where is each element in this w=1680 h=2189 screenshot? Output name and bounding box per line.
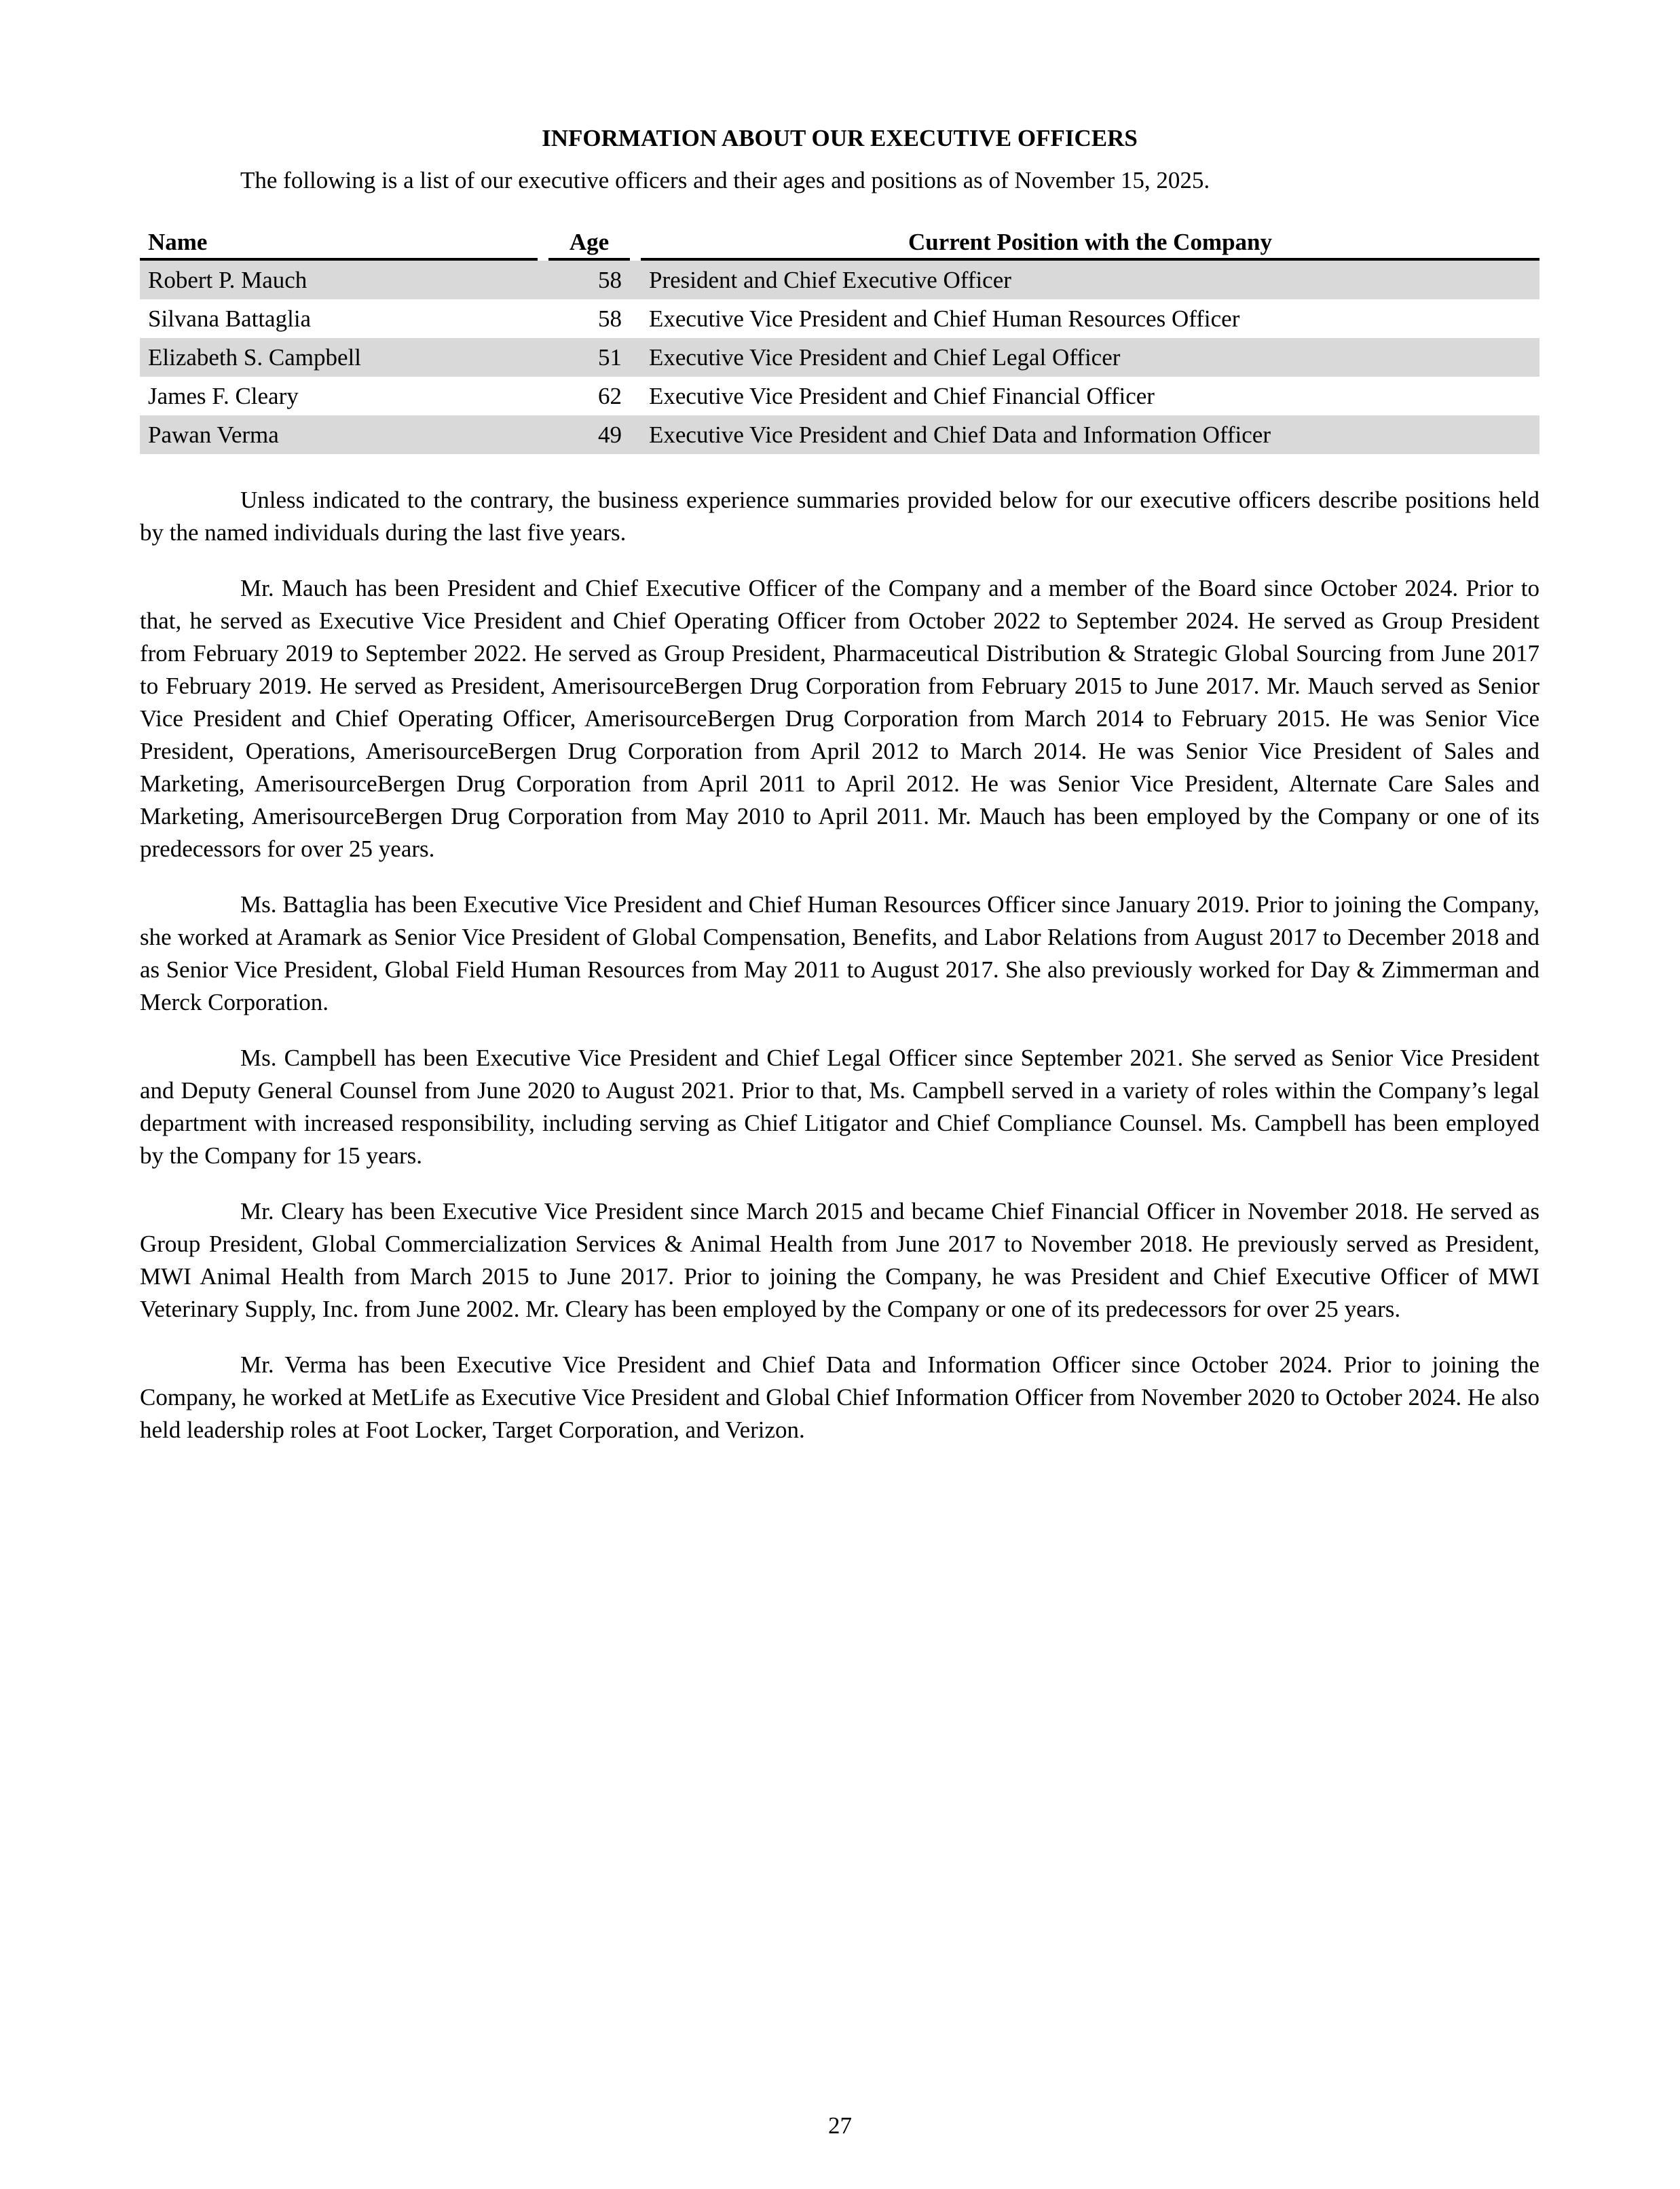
officer-name: James F. Cleary	[148, 383, 299, 409]
officer-age: 58	[548, 261, 630, 299]
table-row	[140, 261, 1539, 299]
officer-position: Executive Vice President and Chief Data and Information Officer	[641, 415, 1539, 454]
officer-position: Executive Vice President and Chief Financial Officer	[649, 383, 1155, 409]
officer-position: Executive Vice President and Chief Human Resources Officer	[649, 305, 1240, 332]
table-row	[140, 338, 1539, 377]
table-row	[140, 415, 1539, 454]
table-row	[140, 299, 1539, 338]
officer-position: President and Chief Executive Officer	[641, 261, 1539, 299]
officer-name: Pawan Verma	[140, 415, 538, 454]
table-header-row	[140, 227, 1539, 261]
page-number: 27	[828, 2112, 852, 2139]
paragraph-cleary-bio: Mr. Cleary has been Executive Vice President since March 2015 and became Chief Financial Officer in November 2018. He served as Group President, Global Commercialization Services & Animal Health from June 2017 to November 2018. He previously served as President, MWI Animal Health from March 2015 to June 2017. Prior to joining the Company, he was President and Chief Executive Officer of MWI Veterinary Supply, Inc. from June 2002. Mr. Cleary has been employed by the Company or one of its predecessors for over 25 years.	[140, 1198, 1539, 1322]
officer-name: Elizabeth S. Campbell	[140, 338, 538, 377]
header-name: Name	[140, 227, 538, 261]
header-position: Current Position with the Company	[641, 227, 1539, 261]
paragraph-mauch-bio: Mr. Mauch has been President and Chief Executive Officer of the Company and a member of the Board since October 2024. Prior to that, he served as Executive Vice President and Chief Operating Officer from October 2022 to September 2024. He served as Group President from February 2019 to September 2022. He served as Group President, Pharmaceutical Distribution & Strategic Global Sourcing from June 2017 to February 2019. He served as President, AmerisourceBergen Drug Corporation from February 2015 to June 2017. Mr. Mauch served as Senior Vice President and Chief Operating Officer, AmerisourceBergen Drug Corporation from March 2014 to February 2015. He was Senior Vice President, Operations, AmerisourceBergen Drug Corporation from April 2012 to March 2014. He was Senior Vice President of Sales and Marketing, AmerisourceBergen Drug Corporation from April 2011 to April 2012. He was Senior Vice President, Alternate Care Sales and Marketing, AmerisourceBergen Drug Corporation from May 2010 to April 2011. Mr. Mauch has been employed by the Company or one of its predecessors for over 25 years.	[140, 575, 1539, 862]
document-page	[140, 122, 1539, 1470]
section-heading: INFORMATION ABOUT OUR EXECUTIVE OFFICERS	[542, 125, 1138, 151]
table-row	[140, 377, 1539, 415]
paragraph-summary-note: Unless indicated to the contrary, the business experience summaries provided below for our executive officers describe positions held by the named individuals during the last five years.	[140, 487, 1539, 546]
paragraph-verma-bio: Mr. Verma has been Executive Vice President and Chief Data and Information Officer since October 2024. Prior to joining the Company, he worked at MetLife as Executive Vice President and Global Chief Information Officer from November 2020 to October 2024. He also held leadership roles at Foot Locker, Target Corporation, and Verizon.	[140, 1351, 1539, 1443]
officer-position: Executive Vice President and Chief Legal Officer	[641, 338, 1539, 377]
executive-officers-table	[140, 227, 1539, 454]
header-age: Age	[548, 227, 630, 261]
officer-age: 51	[548, 338, 630, 377]
intro-text: The following is a list of our executive officers and their ages and positions as of November 15, 2025.	[240, 167, 1210, 193]
officer-age: 49	[548, 415, 630, 454]
officer-age: 58	[598, 305, 622, 332]
officer-age: 62	[598, 383, 622, 409]
officer-name: Robert P. Mauch	[140, 261, 538, 299]
officer-name: Silvana Battaglia	[148, 305, 312, 332]
paragraph-campbell-bio: Ms. Campbell has been Executive Vice President and Chief Legal Officer since September 2021. She served as Senior Vice President and Deputy General Counsel from June 2020 to August 2021. Prior to that, Ms. Campbell served in a variety of roles within the Company’s legal department with increased responsibility, including serving as Chief Litigator and Chief Compliance Counsel. Ms. Campbell has been employed by the Company for 15 years.	[140, 1045, 1539, 1169]
paragraph-battaglia-bio: Ms. Battaglia has been Executive Vice President and Chief Human Resources Officer since January 2019. Prior to joining the Company, she worked at Aramark as Senior Vice President of Global Compensation, Benefits, and Labor Relations from August 2017 to December 2018 and as Senior Vice President, Global Field Human Resources from May 2011 to August 2017. She also previously worked for Day & Zimmerman and Merck Corporation.	[140, 891, 1539, 1015]
